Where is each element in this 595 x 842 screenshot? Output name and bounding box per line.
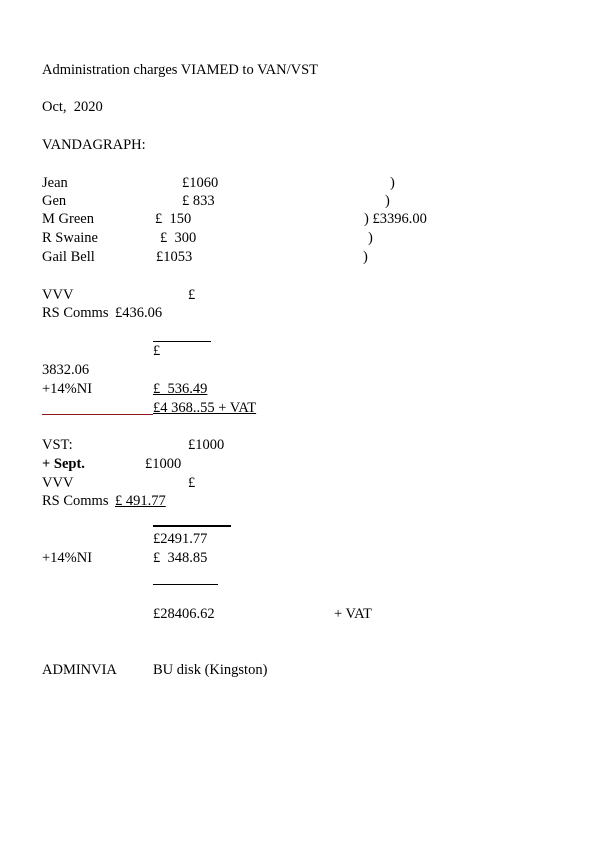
van-vvv-label: VVV: [42, 287, 74, 303]
vst-total-rule: [153, 584, 218, 585]
grand-total-vat: + VAT: [334, 606, 372, 622]
staff-name: Gail Bell: [42, 249, 95, 265]
staff-bracket: ): [368, 230, 373, 246]
footer-label: ADMINVIA: [42, 662, 117, 678]
van-vvv-amount: £: [188, 287, 196, 303]
staff-name: Jean: [42, 175, 68, 191]
staff-bracket: ): [363, 249, 368, 265]
staff-amount: £ 833: [182, 193, 215, 209]
staff-amount: £ 150: [155, 211, 192, 227]
vst-sum-rule: [153, 525, 231, 527]
van-ni-amount: £ 536.49: [153, 381, 208, 397]
vst-label: VST:: [42, 437, 73, 453]
document-date: Oct, 2020: [42, 99, 103, 115]
vst-rs-comms-amount: £ 491.77: [115, 493, 166, 509]
van-subtotal-value: 3832.06: [42, 362, 90, 378]
footer-note: BU disk (Kingston): [153, 662, 268, 678]
vst-vvv-amount: £: [188, 475, 196, 491]
vst-sept-amount: £1000: [145, 456, 182, 472]
staff-amount: £ 300: [160, 230, 197, 246]
van-rs-comms-label: RS Comms: [42, 305, 109, 321]
vst-vvv-label: VVV: [42, 475, 74, 491]
vandagraph-heading: VANDAGRAPH:: [42, 137, 146, 153]
staff-bracket-total: ) £3396.00: [364, 211, 427, 227]
staff-name: R Swaine: [42, 230, 98, 246]
van-ni-label: +14%NI: [42, 381, 93, 397]
vst-amount: £1000: [188, 437, 225, 453]
staff-name: Gen: [42, 193, 67, 209]
van-sum-rule: [153, 341, 211, 342]
staff-amount: £1060: [182, 175, 219, 191]
vst-subtotal: £2491.77: [153, 531, 208, 547]
staff-bracket: ): [390, 175, 395, 191]
vst-sept-label: + Sept.: [42, 456, 85, 472]
vst-ni-label: +14%NI: [42, 550, 93, 566]
staff-amount: £1053: [156, 249, 193, 265]
vst-rs-comms-label: RS Comms: [42, 493, 109, 509]
van-total: £4 368..55 + VAT: [153, 400, 257, 416]
van-subtotal-currency: £: [153, 343, 161, 359]
van-total-red-rule: [42, 414, 153, 415]
van-rs-comms-amount: £436.06: [115, 305, 163, 321]
vst-ni-amount: £ 348.85: [153, 550, 208, 566]
grand-total: £28406.62: [153, 606, 215, 622]
staff-bracket: ): [385, 193, 390, 209]
document-title: Administration charges VIAMED to VAN/VST: [42, 62, 319, 78]
staff-name: M Green: [42, 211, 94, 227]
